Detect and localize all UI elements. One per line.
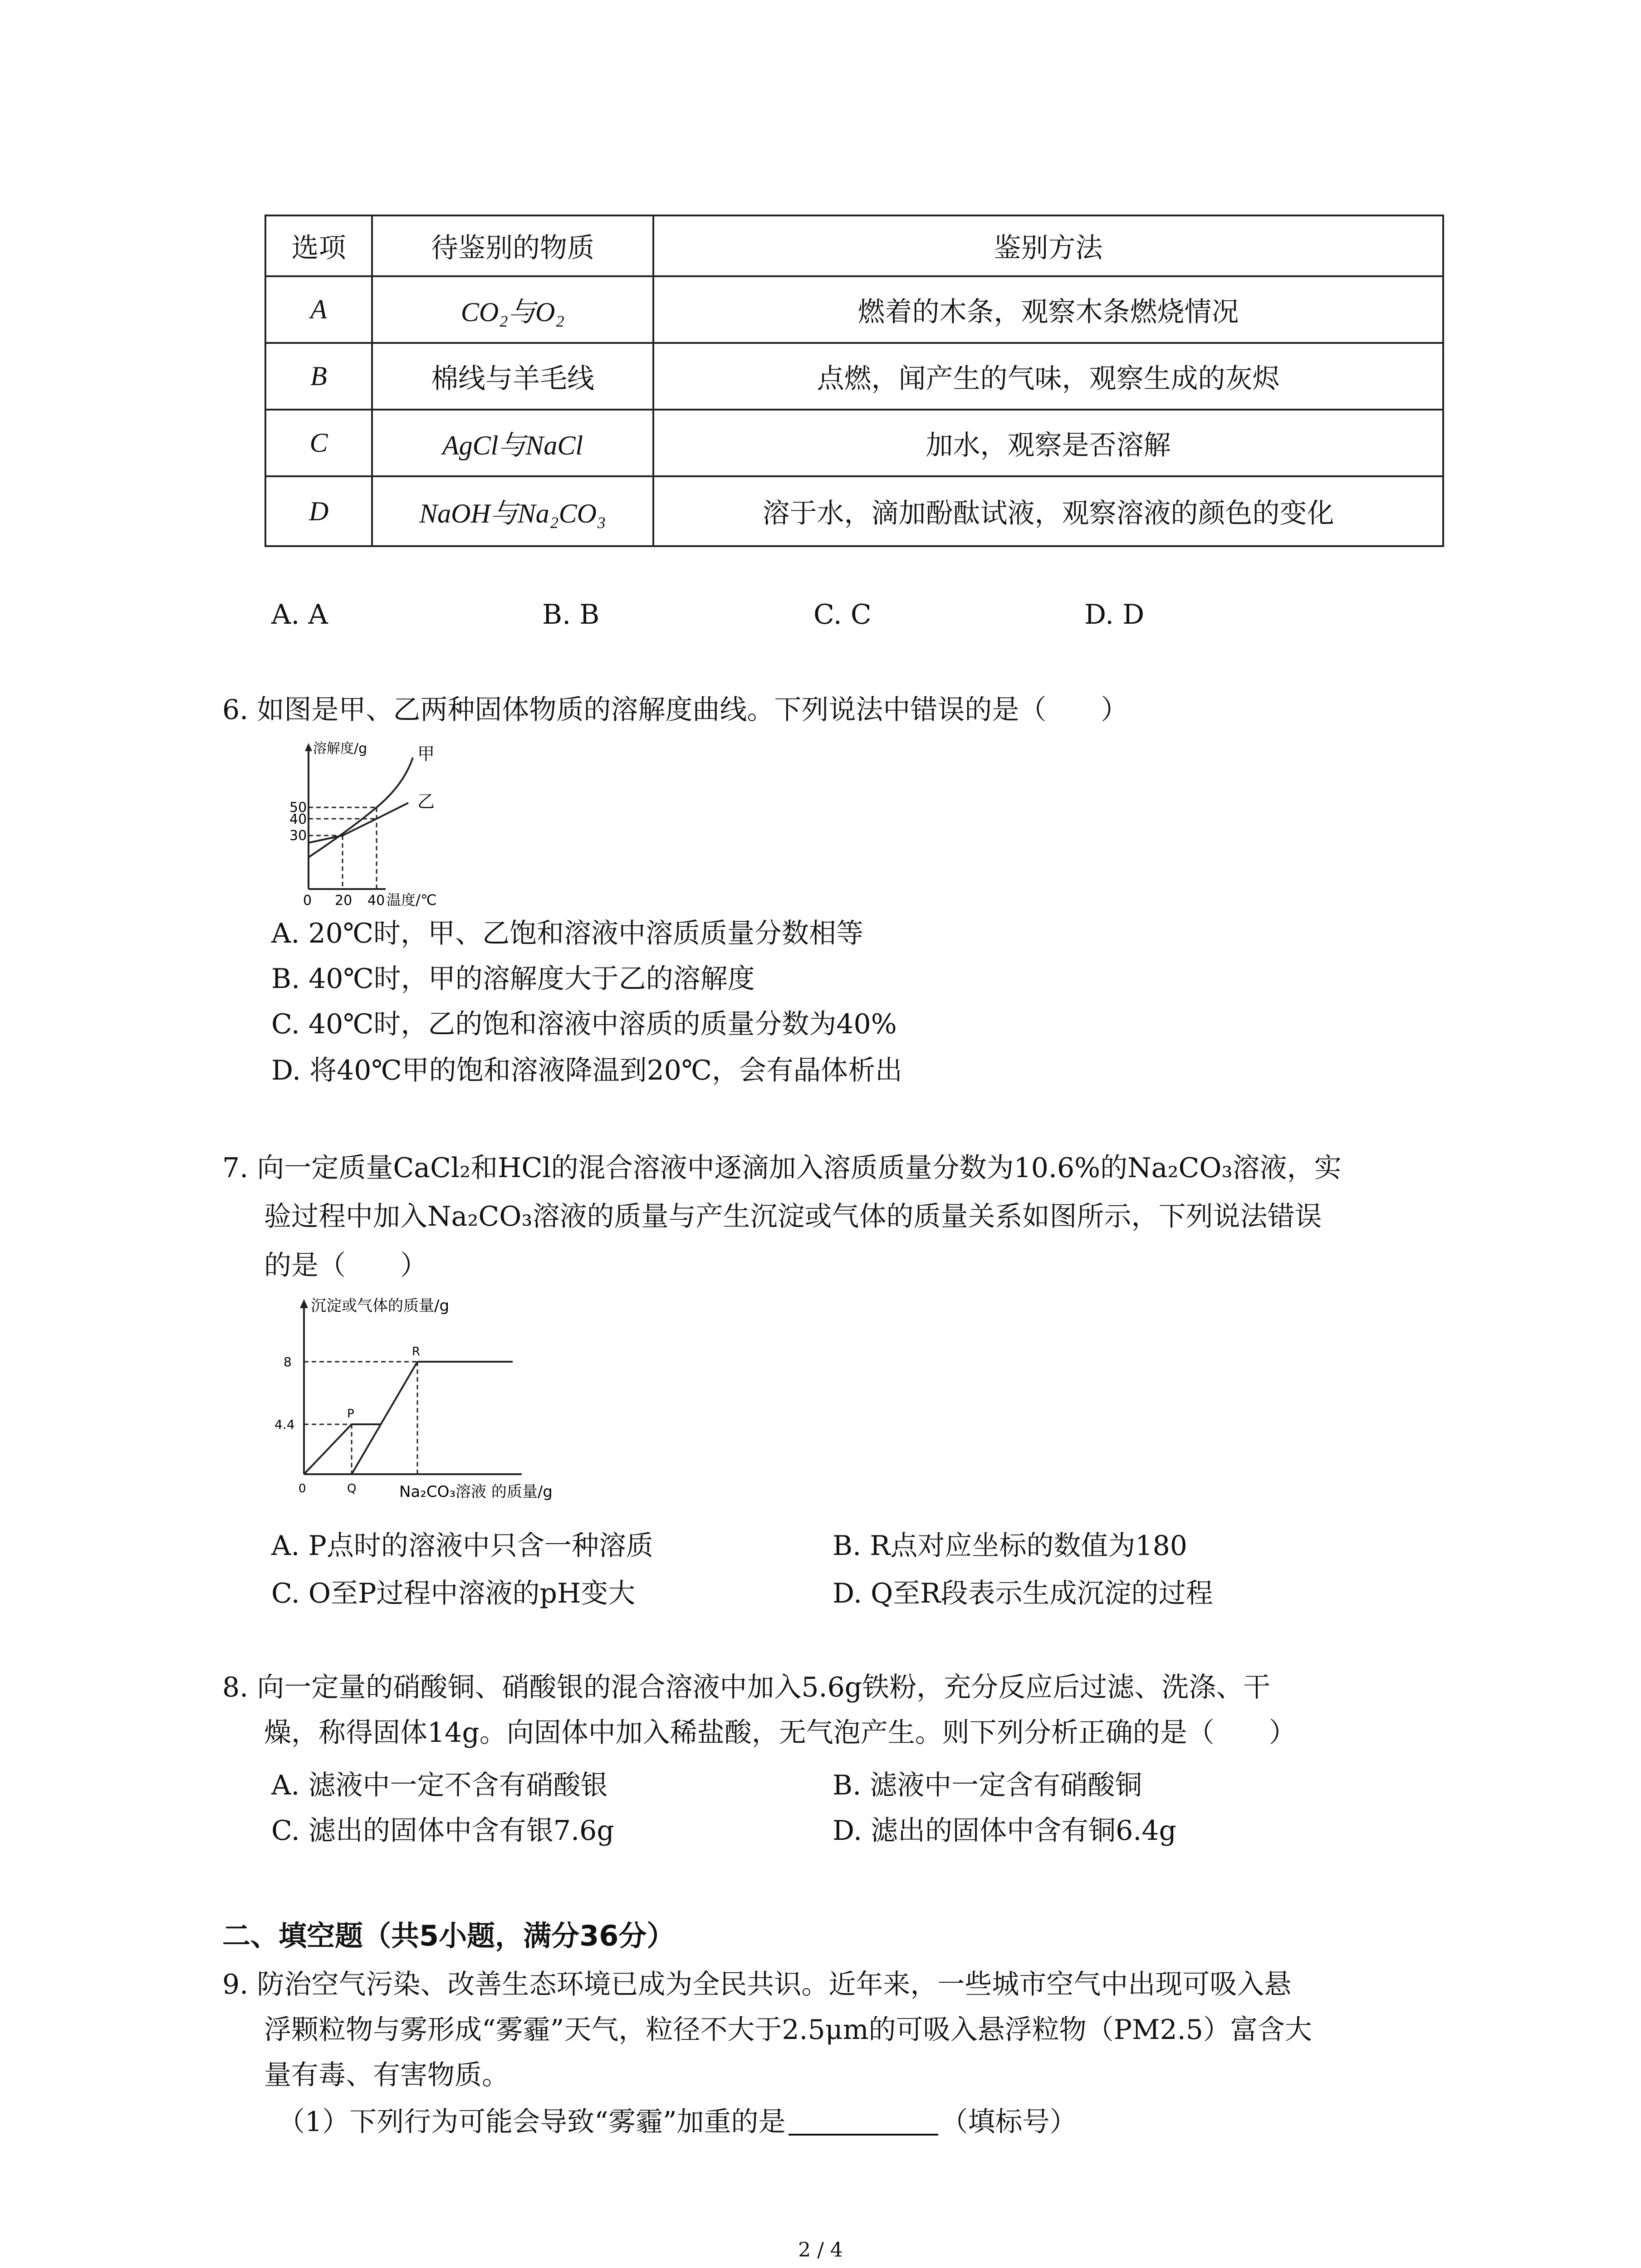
q8-stem-line2: 燥，称得固体14g。向固体中加入稀盐酸，无气泡产生。则下列分析正确的是（ ） [264,1717,1296,1749]
table-header-option: 选项 [265,215,372,276]
q6-label-jia: 甲 [417,744,435,764]
q6-choice-b: B. 40℃时，甲的溶解度大于乙的溶解度 [271,963,755,995]
q7-choice-a: A. P点时的溶液中只含一种溶质 [271,1530,653,1562]
q6-ytick: 50 [289,800,307,816]
page-number: 2 / 4 [798,2239,843,2262]
table-cell-option: C [265,410,372,476]
table-cell-method: 燃着的木条，观察木条燃烧情况 [653,276,1443,343]
q6-xtick: 20 [335,893,353,907]
q9-sub1 [278,2108,1077,2136]
q7-precipitate-chart [268,1293,612,1510]
q6-choice-a: A. 20℃时，甲、乙饱和溶液中溶质质量分数相等 [271,918,863,949]
table-cell-substance: NaOH与Na₂CO₃ [372,476,653,546]
table-cell-substance: CO₂与O₂ [372,276,653,343]
q7-choice-d: D. Q至R段表示生成沉淀的过程 [833,1578,1213,1609]
q7-ytick: 8 [284,1354,292,1369]
q6-label-yi: 乙 [417,792,435,811]
table-cell-method: 点燃，闻产生的气味，观察生成的灰烬 [653,343,1443,410]
q7-point-q: Q [347,1482,357,1496]
q6-xlabel: 温度/℃ [387,891,437,907]
q6-choice-d: D. 将40℃甲的饱和溶液降温到20℃，会有晶体析出 [271,1055,903,1086]
q7-stem-line2: 验过程中加入Na₂CO₃溶液的质量与产生沉淀或气体的质量关系如图所示，下列说法错误 [264,1201,1322,1232]
table-row [265,276,1443,343]
q6-choice-c: C. 40℃时，乙的饱和溶液中溶质的质量分数为40% [271,1008,897,1040]
q7-ytick: 4.4 [274,1417,295,1432]
q8-choice-a: A. 滤液中一定不含有硝酸银 [271,1769,608,1801]
q9-line1: 9. 防治空气污染、改善生态环境已成为全民共识。近年来，一些城市空气中出现可吸入悬 [222,1969,1292,2000]
table-row [265,410,1443,476]
q7-stem-line3: 的是（ ） [264,1250,427,1281]
q7-choice-c: C. O至P过程中溶液的pH变大 [271,1578,636,1609]
q6-xtick: 40 [367,893,385,907]
q7-point-r: R [412,1345,421,1359]
q7-ylabel: 沉淀或气体的质量/g [311,1297,450,1315]
q7-precipitate-segment [352,1362,417,1474]
q6-ytick: 30 [289,828,307,844]
table-cell-option: B [265,343,372,410]
q7-gas-segment [304,1424,352,1474]
q9-answer-blank[interactable] [789,2108,938,2136]
q6-xtick: 0 [303,893,312,907]
table-header-method: 鉴别方法 [653,215,1443,276]
q8-choice-b: B. 滤液中一定含有硝酸铜 [833,1769,1142,1801]
table-row [265,343,1443,410]
q6-ylabel: 溶解度/g [313,741,367,757]
q8-choice-c: C. 滤出的固体中含有银7.6g [271,1815,614,1847]
q6-ytick: 40 [289,811,307,827]
q9-sub1-prefix: （1）下列行为可能会导致“雾霾”加重的是 [278,2106,786,2138]
q5-choice-d: D. D [1084,599,1145,631]
table-cell-substance: AgCl与NaCl [372,410,653,476]
table-row [265,476,1443,546]
q9-line2: 浮颗粒物与雾形成“雾霾”天气，粒径不大于2.5μm的可吸入悬浮粒物（PM2.5）富含大 [264,2014,1312,2046]
q6-y-arrow [305,743,312,751]
q9-line3: 量有毒、有害物质。 [264,2059,509,2091]
section-heading: 二、填空题（共5小题，满分36分） [222,1919,675,1952]
q7-y-arrow [300,1299,308,1308]
q7-xlabel: Na₂CO₃溶液 的质量/g [399,1483,553,1501]
table-cell-method: 溶于水，滴加酚酞试液，观察溶液的颜色的变化 [653,476,1443,546]
table-cell-option: D [265,476,372,546]
table-header-substance: 待鉴别的物质 [372,215,653,276]
q7-stem-line1: 7. 向一定质量CaCl₂和HCl的混合溶液中逐滴加入溶质质量分数为10.6%的Na₂CO₃溶液，实 [222,1152,1342,1184]
table-cell-substance: 棉线与羊毛线 [372,343,653,410]
q5-choice-b: B. B [542,599,600,631]
q9-sub1-suffix: （填标号） [941,2106,1077,2138]
q8-stem-line1: 8. 向一定量的硝酸铜、硝酸银的混合溶液中加入5.6g铁粉，充分反应后过滤、洗涤、干 [222,1672,1271,1703]
q8-choice-d: D. 滤出的固体中含有铜6.4g [833,1815,1176,1847]
q7-point-p: P [347,1407,354,1421]
q5-choice-a: A. A [271,599,328,631]
q7-choice-b: B. R点对应坐标的数值为180 [833,1530,1187,1562]
table-cell-option: A [265,276,372,343]
q7-origin: 0 [299,1482,306,1496]
q5-choice-c: C. C [813,599,872,631]
identification-table [265,215,1444,547]
table-cell-method: 加水，观察是否溶解 [653,410,1443,476]
q6-solubility-chart [281,739,472,907]
q6-stem: 6. 如图是甲、乙两种固体物质的溶解度曲线。下列说法中错误的是（ ） [222,694,1128,726]
